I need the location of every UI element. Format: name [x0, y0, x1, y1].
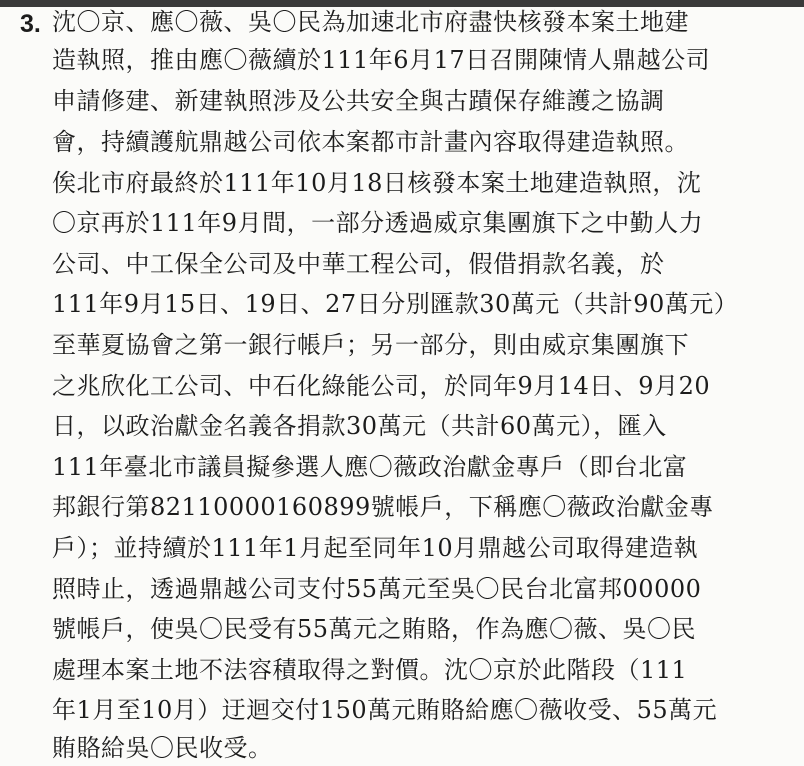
text-line: 沈〇京、應〇薇、吳〇民為加速北市府盡快核發本案土地建: [52, 8, 689, 36]
text-line: 號帳戶，使吳〇民受有55萬元之賄賂，作為應〇薇、吳〇民: [52, 615, 697, 643]
text-line: 邦銀行第82110000160899號帳戶，下稱應〇薇政治獻金專: [52, 493, 714, 521]
text-line: 申請修建、新建執照涉及公共安全與古蹟保存維護之協調: [52, 87, 665, 115]
text-line: 日，以政治獻金名義各捐款30萬元（共計60萬元），匯入: [52, 412, 667, 440]
text-line: 會，持續護航鼎越公司依本案都市計畫內容取得建造執照。: [52, 128, 689, 156]
text-line: 戶）；並持續於111年1月起至同年10月鼎越公司取得建造執: [52, 534, 699, 562]
text-line: 至華夏協會之第一銀行帳戶；另一部分，則由威京集團旗下: [52, 331, 689, 359]
text-line: 111年臺北市議員擬參選人應〇薇政治獻金專戶（即台北富: [52, 453, 688, 481]
text-line: 造執照，推由應〇薇續於111年6月17日召開陳情人鼎越公司: [52, 46, 711, 74]
text-line: 俟北市府最終於111年10月18日核發本案土地建造執照，沈: [52, 169, 702, 197]
text-line: 111年9月15日、19日、27日分別匯款30萬元（共計90萬元）: [52, 290, 739, 318]
text-line: 照時止，透過鼎越公司支付55萬元至吳〇民台北富邦00000: [52, 575, 702, 603]
paragraph-number: 3.: [20, 10, 41, 38]
text-line: 公司、中工保全公司及中華工程公司，假借捐款名義，於: [52, 250, 665, 278]
text-line: 之兆欣化工公司、中石化綠能公司，於同年9月14日、9月20: [52, 372, 711, 400]
text-line: 年1月至10月）迂迴交付150萬元賄賂給應〇薇收受、55萬元: [52, 696, 718, 724]
text-line: 處理本案土地不法容積取得之對價。沈〇京於此階段（111: [52, 656, 688, 684]
text-line: 賄賂給吳〇民收受。: [52, 734, 273, 762]
text-line: 〇京再於111年9月間，一部分透過威京集團旗下之中勤人力: [52, 209, 704, 237]
